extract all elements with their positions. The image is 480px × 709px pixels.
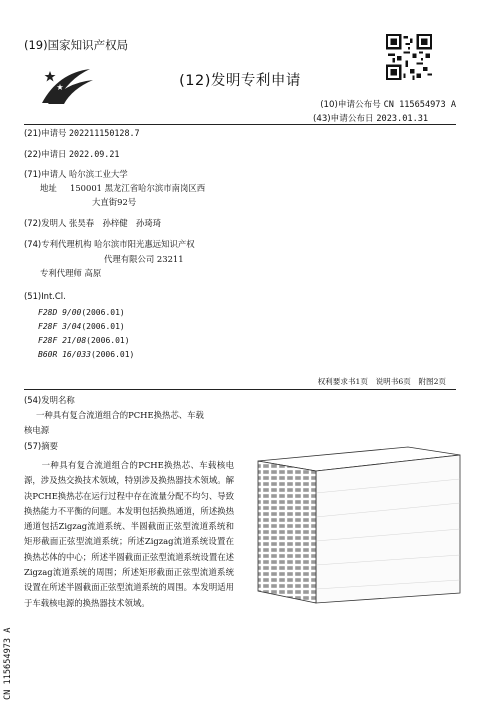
publication-number xyxy=(320,98,456,110)
inventors-value: 张昊春 孙梓健 孙琦琦 xyxy=(69,218,162,228)
publication-date-value: 2023.01.31 xyxy=(376,114,429,124)
application-number-value: 202211150128.7 xyxy=(69,128,140,138)
inventors xyxy=(24,218,161,229)
agency-line-2: 代理有限公司 23211 xyxy=(104,254,184,264)
address-line-1: 150001 黑龙江省哈尔滨市南岗区西 xyxy=(70,183,206,193)
issuing-office: (19)国家知识产权局 xyxy=(24,38,129,52)
agent-label: 专利代理师 xyxy=(40,268,82,278)
filing-date-value: 2022.09.21 xyxy=(69,149,120,159)
inventors-label: (72)发明人 xyxy=(24,218,67,228)
header-divider xyxy=(24,124,456,125)
address-label: 地址 xyxy=(40,183,57,193)
agency xyxy=(24,239,195,250)
publication-date xyxy=(313,112,428,124)
application-number xyxy=(24,128,140,139)
invention-title-line-1: 一种具有复合流道组合的PCHE换热芯、车载 xyxy=(36,410,204,420)
ipc-entry: F28D 9/00(2006.01) xyxy=(38,308,125,317)
applicant-label: (71)申请人 xyxy=(24,169,67,179)
filing-date-label: (22)申请日 xyxy=(24,149,67,159)
publication-date-label: (43)申请公布日 xyxy=(313,114,374,124)
ipc-entry: F28F 3/04(2006.01) xyxy=(38,322,125,331)
application-number-label: (21)申请号 xyxy=(24,128,67,138)
abstract-text: 一种具有复合流道组合的PCHE换热芯、车载核电源，涉及热交换技术领域，特别涉及换热器技术领域。解决PCHE换热芯在运行过程中存在流量分配不均匀、导致换热能力不平衡的问题。本发明包括换热通道，所述换热通道包括Zigzag流道系统、半圆截面正弦型流道系统和矩形截面正弦型流道系统；所述Zigzag流道系统设置在换热芯体的中心；所述半圆截面正弦型流道系统设置在述Zigzag流道系统的周围；所述矩形截面正弦型流道系统设置在所述半圆截面正弦型流道系统的周围。本发明适用于车载核电源的换热器技术领域。 xyxy=(24,460,234,608)
side-publication-number: CN 115654973 A xyxy=(3,627,13,700)
agency-line-1: 哈尔滨市阳光惠远知识产权 xyxy=(94,239,195,249)
agent-value: 高原 xyxy=(84,268,102,278)
filing-date xyxy=(24,149,119,160)
publication-number-value: CN 115654973 A xyxy=(383,100,456,110)
agency-label: (74)专利代理机构 xyxy=(24,239,92,249)
ipc-entry: F28F 21/08(2006.01) xyxy=(38,336,130,345)
address-line-2: 大直街92号 xyxy=(92,197,137,207)
document-type-title: (12)发明专利申请 xyxy=(179,73,301,89)
title-label: (54)发明名称 xyxy=(24,395,75,405)
publication-number-label: (10)申请公布号 xyxy=(320,100,381,110)
heat-exchanger-core-figure xyxy=(254,445,464,605)
invention-title-line-2: 核电源 xyxy=(24,425,50,435)
section-divider xyxy=(24,389,456,390)
abstract-label: (57)摘要 xyxy=(24,441,58,451)
applicant-value: 哈尔滨工业大学 xyxy=(69,169,128,179)
agent xyxy=(40,268,101,279)
applicant xyxy=(24,169,128,180)
page-counts: 权利要求书1页 说明书6页 附图2页 xyxy=(317,377,446,386)
int-cl-label: (51)Int.Cl. xyxy=(24,291,66,301)
ipc-entry: B60R 16/033(2006.01) xyxy=(38,350,135,359)
